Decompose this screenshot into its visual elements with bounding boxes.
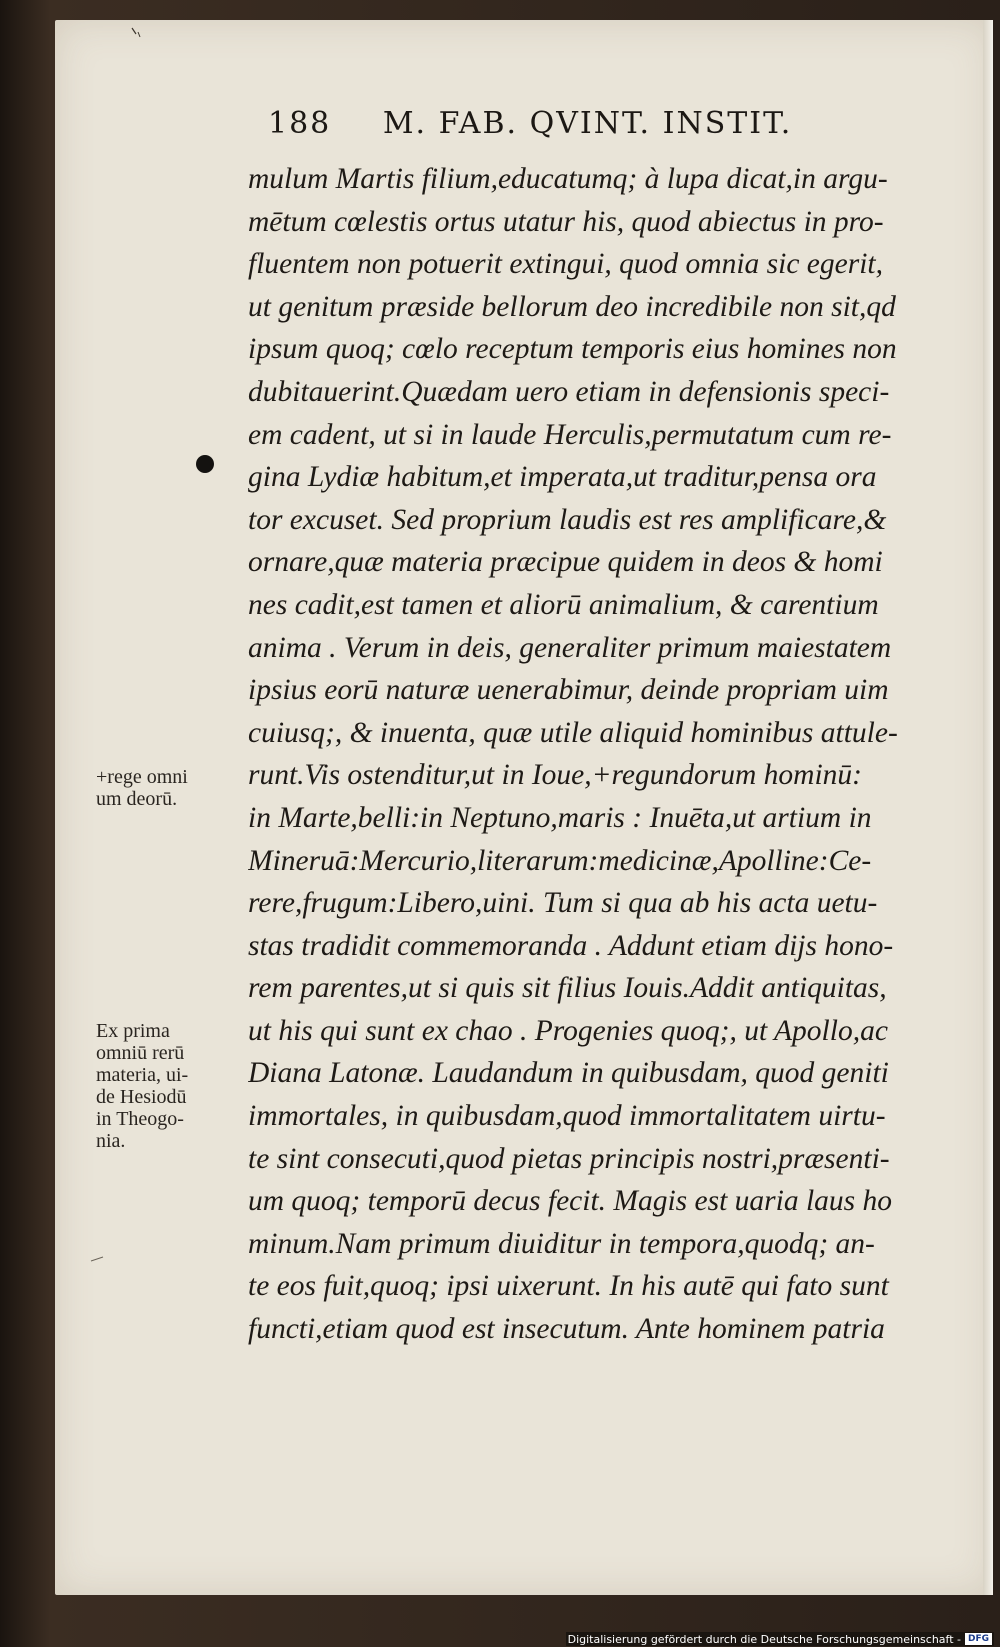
- text-line: in Marte,belli:in Neptuno,maris : Inuēta,ut artium in: [248, 801, 872, 834]
- ink-speck-mark: [130, 26, 142, 38]
- text-line: ornare,quæ materia præcipue quidem in deos & homi: [248, 546, 883, 579]
- text-line: nes cadit,est tamen et aliorū animalium, & carentium: [248, 588, 879, 621]
- text-line: immortales, in quibusdam,quod immortalitatem uirtu-: [248, 1100, 886, 1133]
- text-line: minum.Nam primum diuiditur in tempora,quodq; an-: [248, 1227, 875, 1260]
- text-line: dubitauerint.Quædam uero etiam in defensionis speci-: [248, 375, 890, 408]
- text-line: ipsius eorū naturæ uenerabimur, deinde propriam uim: [248, 674, 889, 707]
- running-title: M. FAB. QVINT. INSTIT.: [382, 106, 793, 141]
- margin-note-line: de Hesiodū: [96, 1086, 187, 1108]
- dfg-logo: DFG: [965, 1633, 992, 1645]
- text-line: ut his qui sunt ex chao . Progenies quoq;, ut Apollo,ac: [248, 1014, 888, 1047]
- text-line: rem parentes,ut si quis sit filius Iouis.Addit antiquitas,: [248, 972, 887, 1005]
- text-line: gina Lydiæ habitum,et imperata,ut traditur,pensa ora: [248, 461, 877, 494]
- text-line: functi,etiam quod est insecutum. Ante hominem patria: [248, 1313, 885, 1346]
- ink-speck-mark: [90, 1256, 104, 1262]
- text-line: runt.Vis ostenditur,ut in Ioue,+regundorum hominū:: [248, 759, 862, 792]
- text-line: te sint consecuti,quod pietas principis nostri,præsenti-: [248, 1142, 890, 1175]
- text-line: um quoq; temporū decus fecit. Magis est uaria laus ho: [248, 1185, 893, 1218]
- text-line: Diana Latonæ. Laudandum in quibusdam, quod geniti: [248, 1057, 889, 1090]
- page-edge: [983, 20, 993, 1595]
- text-line: cuiusq;, & inuenta, quæ utile aliquid hominibus attule-: [248, 716, 898, 749]
- margin-bullet-icon: [196, 455, 214, 473]
- footer-credit: Digitalisierung gefördert durch die Deutsche Forschungsgemeinschaft -: [567, 1632, 961, 1646]
- text-line: te eos fuit,quoq; ipsi uixerunt. In his autē qui fato sunt: [248, 1270, 889, 1303]
- text-line: anima . Verum in deis, generaliter primum maiestatem: [248, 631, 892, 664]
- text-line: fluentem non potuerit extingui, quod omnia sic egerit,: [248, 248, 883, 281]
- margin-note-line: materia, ui-: [96, 1064, 189, 1086]
- margin-note-line: um deorū.: [96, 788, 178, 810]
- margin-note-line: omniū rerū: [96, 1042, 185, 1064]
- margin-note-rege: [96, 766, 248, 810]
- margin-note-line: +rege omni: [96, 766, 188, 788]
- text-line: stas tradidit commemoranda . Addunt etiam dijs hono-: [248, 929, 894, 962]
- margin-note-line: nia.: [96, 1130, 126, 1152]
- text-line: tor excuset. Sed proprium laudis est res amplificare,&: [248, 503, 887, 536]
- page-number: 188: [268, 106, 332, 141]
- text-line: mulum Martis filium,educatumq; à lupa dicat,in argu-: [248, 163, 888, 195]
- text-line: Mineruā:Mercurio,literarum:medicinæ,Apolline:Ce-: [248, 844, 872, 877]
- text-line: mētum cœlestis ortus utatur his, quod abiectus in pro-: [248, 205, 884, 238]
- main-text-block: [248, 158, 948, 1351]
- running-head: [268, 106, 908, 154]
- text-line: rere,frugum:Libero,uini. Tum si qua ab his acta uetu-: [248, 887, 878, 920]
- margin-note-line: in Theogo-: [96, 1108, 184, 1130]
- text-line: ipsum quoq; cœlo receptum temporis eius homines non: [248, 333, 897, 366]
- margin-note-line: Ex prima: [96, 1020, 170, 1042]
- text-line: em cadent, ut si in laude Herculis,permutatum cum re-: [248, 418, 892, 451]
- margin-note-ex-prima: [96, 1020, 248, 1152]
- digitization-footer: [566, 1632, 994, 1646]
- text-line: ut genitum præside bellorum deo incredibile non sit,qd: [248, 290, 896, 323]
